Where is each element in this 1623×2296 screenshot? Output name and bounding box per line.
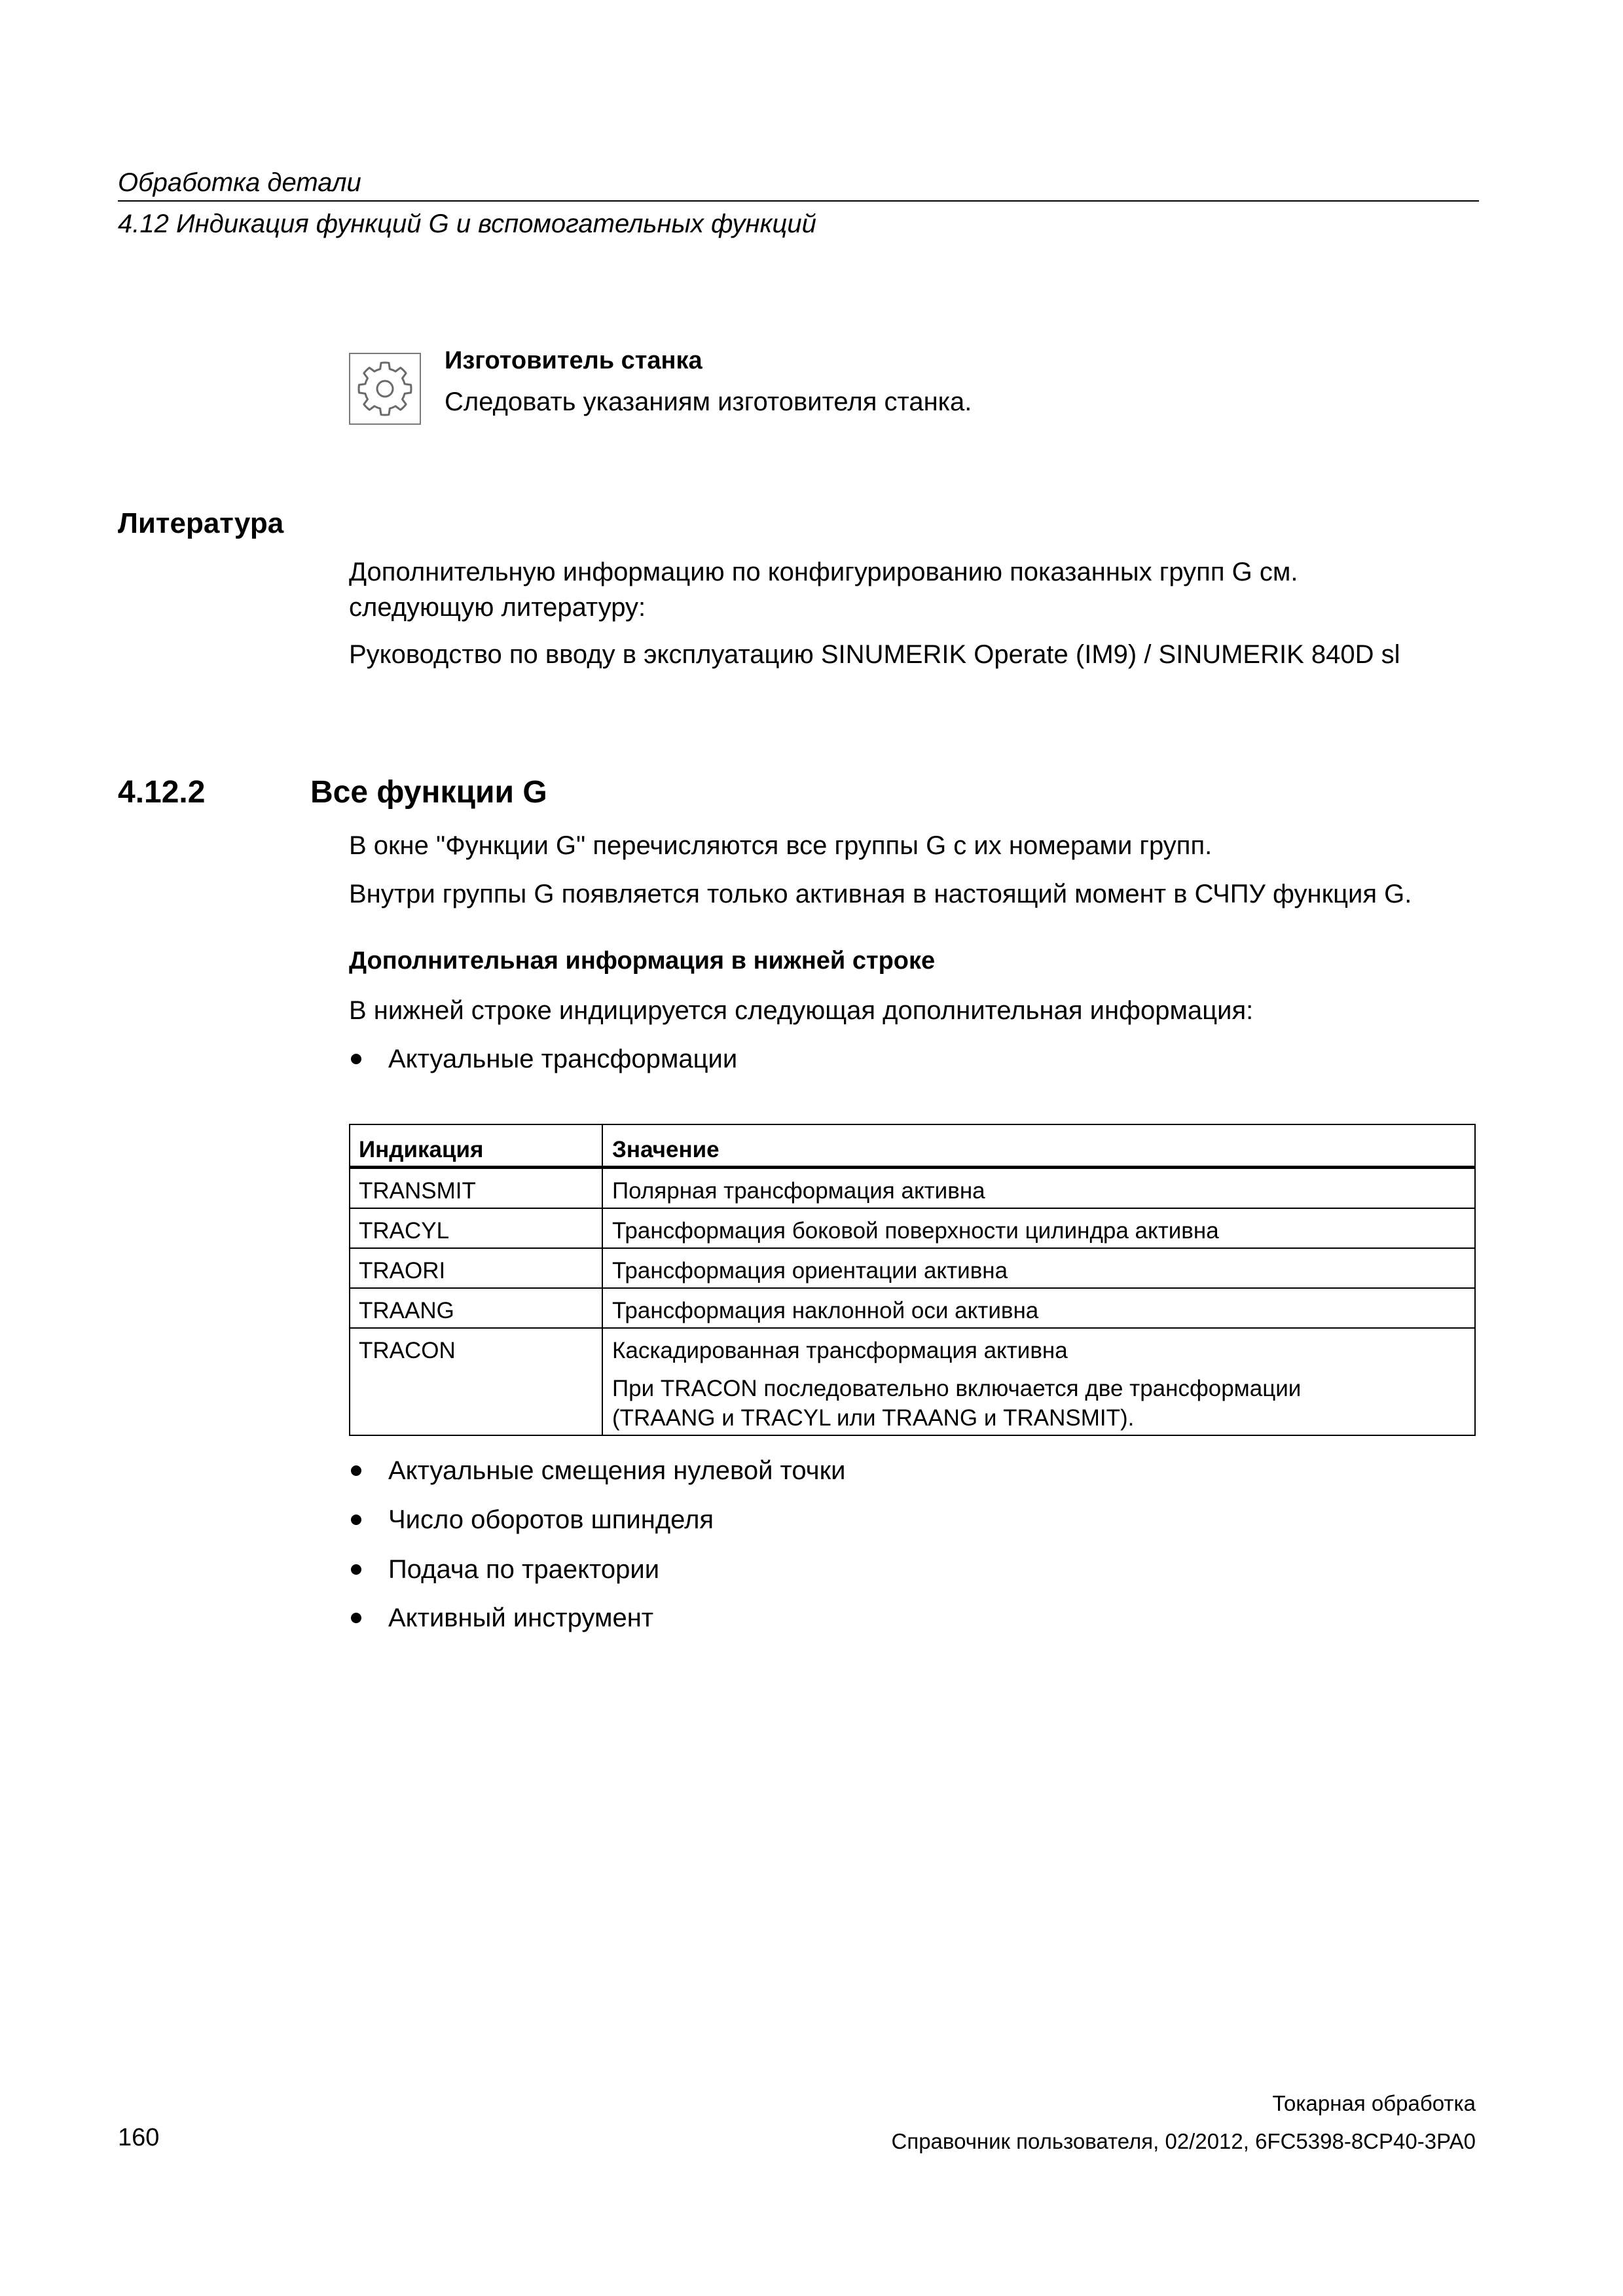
gear-outline — [359, 363, 411, 415]
literature-intro: Дополнительную информацию по конфигурированию показанных групп G см. следующую литературу: — [349, 558, 1298, 622]
table-row — [350, 1289, 1474, 1329]
table-row — [350, 1329, 1474, 1435]
bullet-dot — [351, 1054, 361, 1064]
gear-icon-graphic — [350, 354, 420, 423]
table-cell-value: Трансформация наклонной оси активна — [612, 1298, 1039, 1323]
list-item — [349, 1456, 1462, 1486]
list-item — [349, 1554, 1462, 1585]
table-row — [350, 1249, 1474, 1289]
table-cell-value: Трансформация ориентации активна — [612, 1258, 1008, 1283]
transformations-table — [349, 1124, 1476, 1436]
literature-reference: Руководство по вводу в эксплуатацию SINUMERIK Operate (IM9) / SINUMERIK 840D sl — [349, 640, 1400, 669]
gear-icon — [349, 353, 421, 425]
bullet-dot — [351, 1515, 361, 1525]
list-item — [349, 1603, 1462, 1633]
note-title: Изготовитель станка — [445, 347, 702, 374]
bullet-dot — [351, 1613, 361, 1623]
table-header-row — [350, 1125, 1474, 1169]
table-cell-code: TRANSMIT — [350, 1169, 603, 1208]
section-intro: В нижней строке индицируется следующая дополнительная информация: — [349, 996, 1254, 1025]
footer-manual-info: Справочник пользователя, 02/2012, 6FC5398-8CP40-3PA0 — [891, 2129, 1476, 2153]
section-paragraph: В окне "Функции G" перечисляются все группы G с их номерами групп. — [349, 831, 1213, 860]
section-title: Все функции G — [310, 775, 547, 810]
table-cell-value: Полярная трансформация активна — [612, 1178, 985, 1204]
header-section: 4.12 Индикация функций G и вспомогательных функций — [118, 209, 816, 238]
list-item — [349, 1044, 1462, 1074]
table-cell-code: TRAORI — [350, 1249, 603, 1287]
section-subheading: Дополнительная информация в нижней строке — [349, 947, 936, 975]
header-rule — [118, 200, 1479, 202]
list-item — [349, 1505, 1462, 1535]
header-chapter: Обработка детали — [118, 168, 361, 197]
table-row — [350, 1169, 1474, 1209]
list-item-text: Число оборотов шпинделя — [388, 1505, 714, 1534]
table-cell-value-group — [603, 1329, 1474, 1435]
footer-product: Токарная обработка — [1272, 2091, 1476, 2115]
section-number: 4.12.2 — [118, 775, 206, 810]
note-text: Следовать указаниям изготовителя станка. — [445, 387, 972, 416]
table-header-cell: Индикация — [350, 1125, 603, 1166]
bullet-dot — [351, 1465, 361, 1476]
table-cell-note: При TRACON последовательно включается две трансформации (TRAANG и TRACYL или TRAANG и TRANSMIT). — [612, 1376, 1302, 1431]
table-cell-value: Каскадированная трансформация активна — [612, 1338, 1068, 1363]
table-cell-code: TRACON — [350, 1329, 603, 1435]
section-paragraph: Внутри группы G появляется только активная в настоящий момент в СЧПУ функция G. — [349, 880, 1412, 908]
table-row — [350, 1209, 1474, 1249]
table-cell-code: TRACYL — [350, 1209, 603, 1247]
table-cell-value: Трансформация боковой поверхности цилиндра активна — [612, 1218, 1219, 1244]
list-item-text: Актуальные смещения нулевой точки — [388, 1456, 846, 1485]
bullet-dot — [351, 1564, 361, 1575]
table-header-cell: Значение — [612, 1137, 720, 1162]
literature-heading: Литература — [118, 507, 284, 539]
table-cell-code: TRAANG — [350, 1289, 603, 1327]
list-item-text: Подача по траектории — [388, 1555, 660, 1584]
list-item-text: Активный инструмент — [388, 1604, 654, 1632]
footer-page-number: 160 — [118, 2124, 160, 2151]
gear-hub — [377, 381, 393, 397]
list-item-text: Актуальные трансформации — [388, 1045, 738, 1073]
